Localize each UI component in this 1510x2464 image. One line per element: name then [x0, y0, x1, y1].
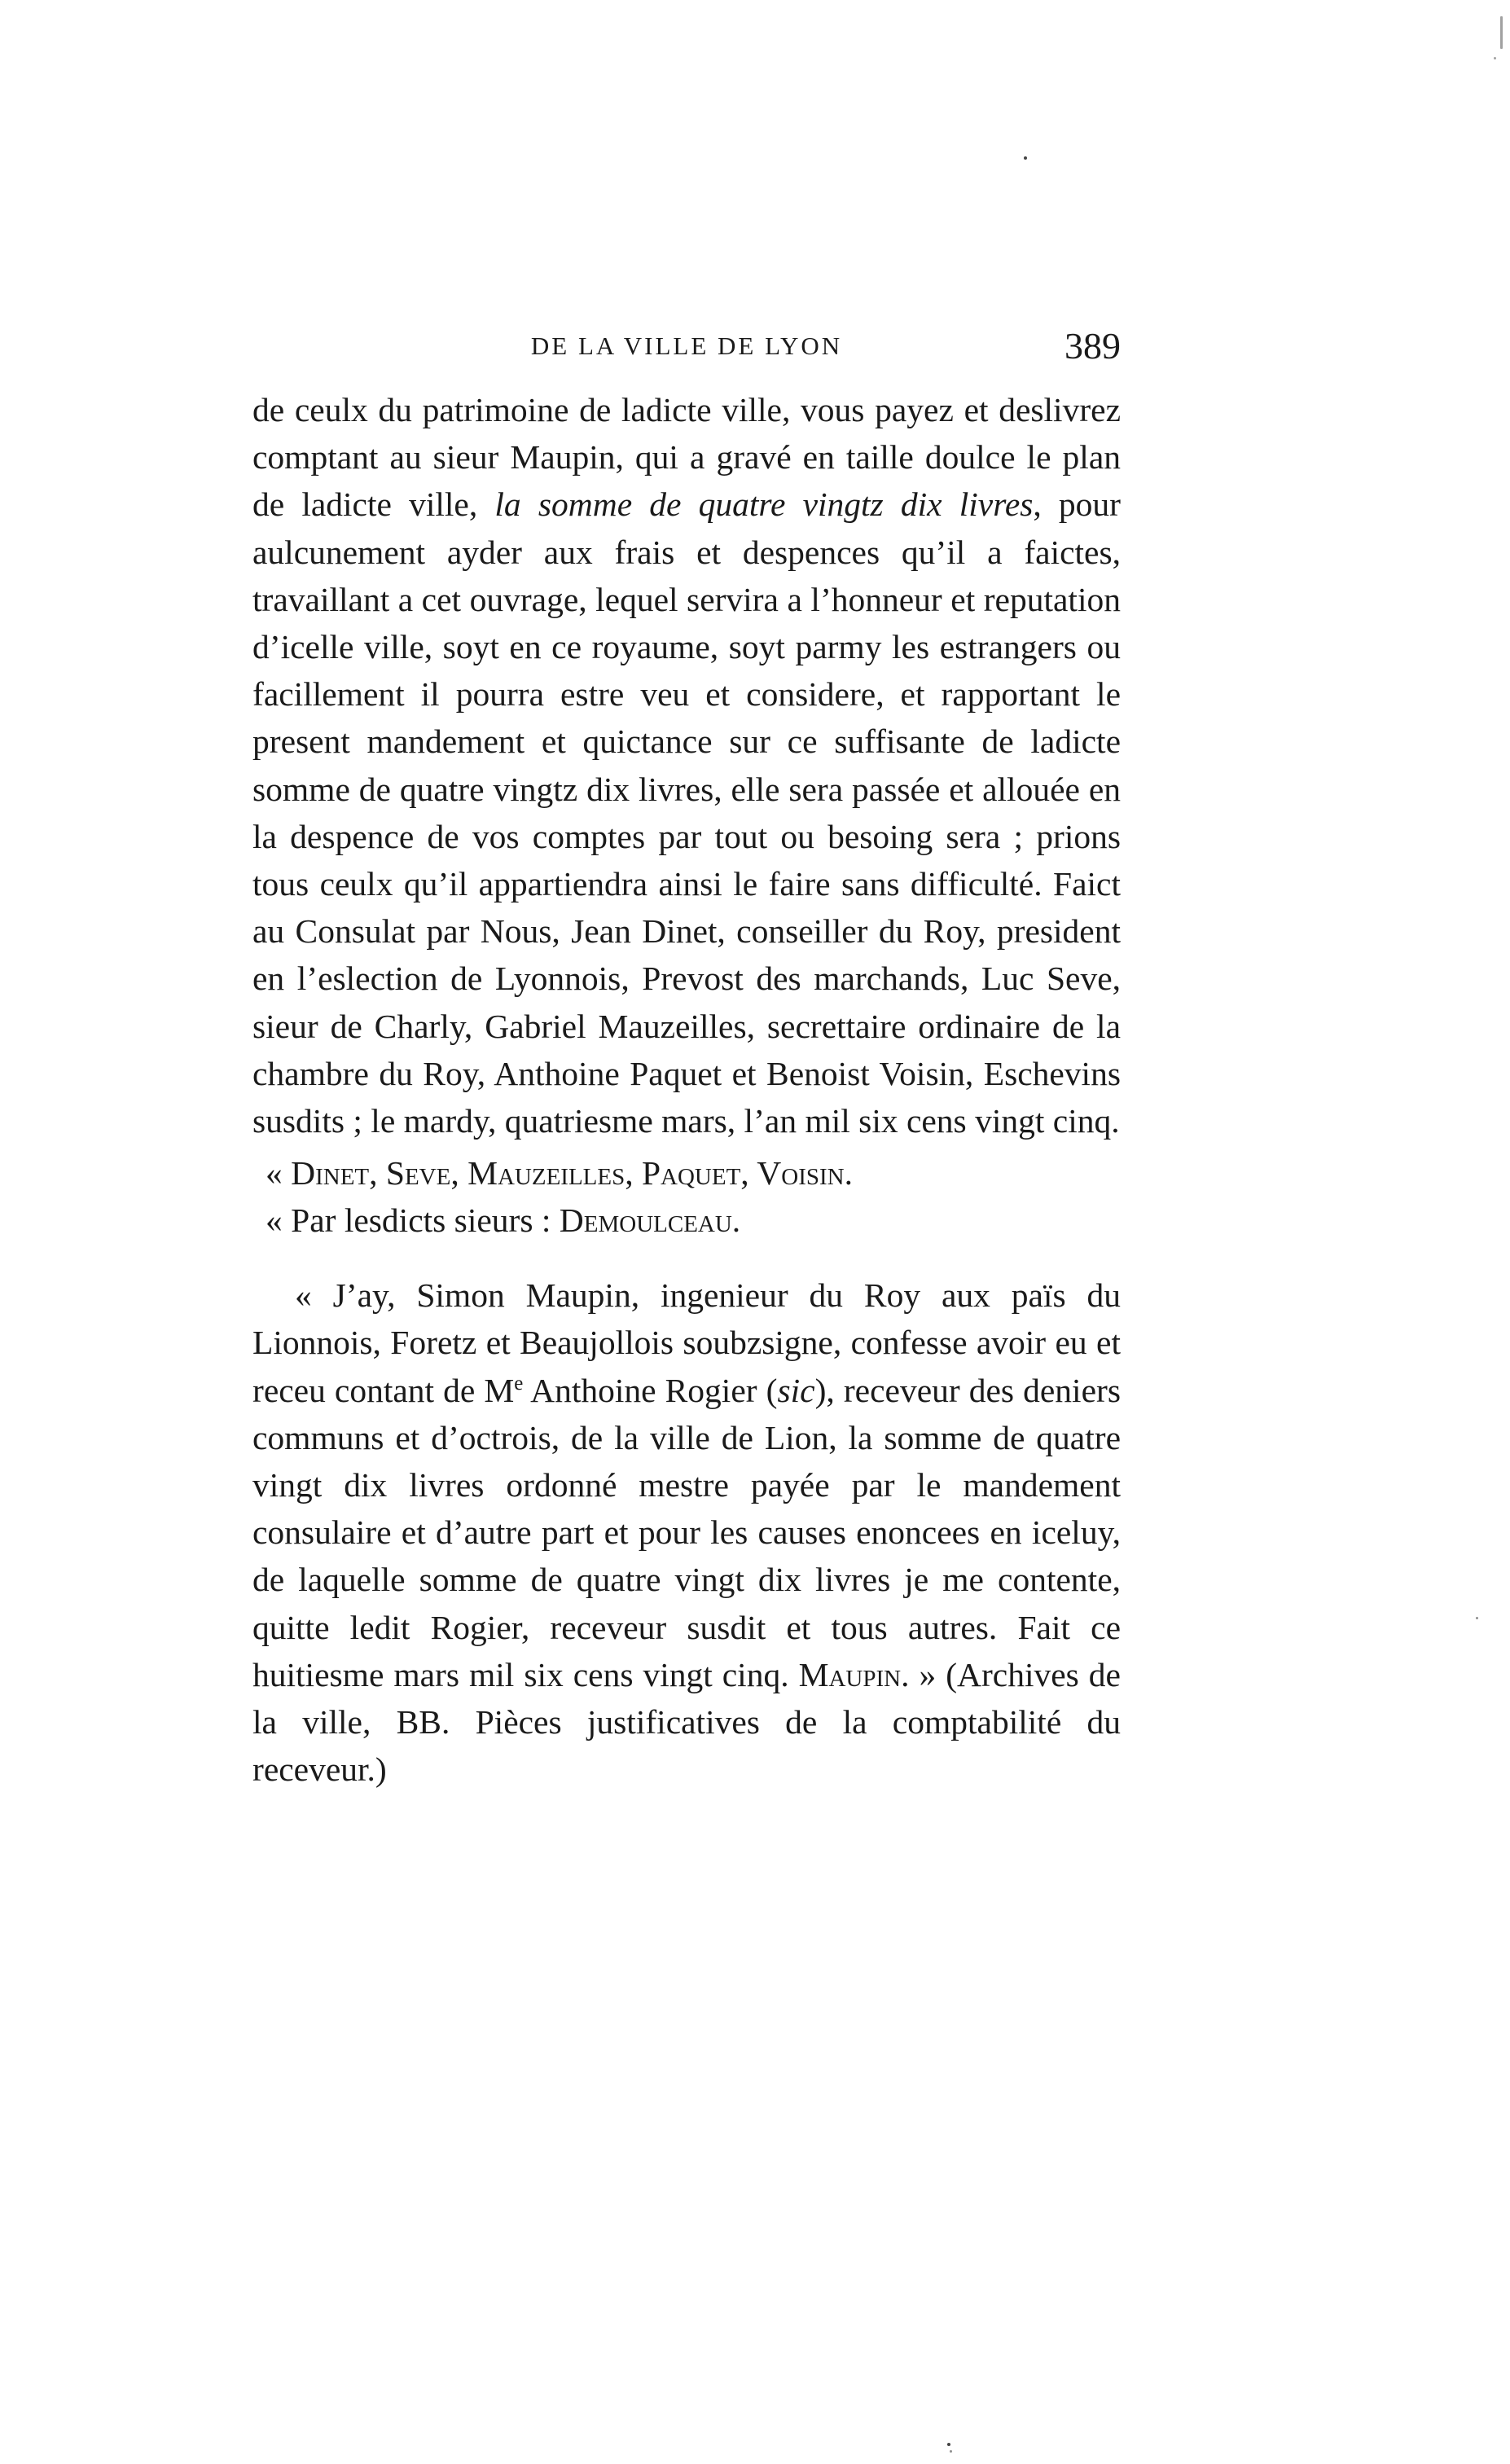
- body-text: [252, 386, 1121, 1793]
- signature-name: Demoulceau.: [559, 1201, 741, 1240]
- spacer: [252, 1244, 1121, 1272]
- scan-speck: [1494, 57, 1496, 59]
- running-head: [252, 322, 1121, 371]
- scan-speck: [950, 2450, 952, 2453]
- scan-speck: [1500, 16, 1503, 49]
- page-number: 389: [1064, 325, 1121, 367]
- signature-line-secretary: [252, 1197, 1121, 1244]
- signature-line-consuls: « Dinet, Seve, Mauzeilles, Paquet, Voisin.: [266, 1154, 853, 1192]
- scan-speck: [947, 2443, 950, 2446]
- paragraph-italic-text: la somme de quatre vingtz dix livres: [494, 485, 1034, 524]
- paragraph-text: Anthoine Rogier (: [523, 1371, 778, 1409]
- paragraph-quittance: [252, 1272, 1121, 1793]
- signature-name: Maupin.: [798, 1655, 910, 1693]
- scan-speck: [1476, 1617, 1478, 1619]
- scan-speck: [1024, 156, 1027, 160]
- running-title: DE LA VILLE DE LYON: [530, 332, 843, 360]
- paragraph-text: « J’ay, Simon Maupin, ingenieur du Roy aux païs du Lionnois, Foretz et Beaujollois soubzsigne, confesse avoir eu et receu contant de M: [252, 1276, 1121, 1409]
- paragraph-text: » (Archives de la ville, BB. Pièces justificatives de la comptabilité du receveur.): [252, 1655, 1121, 1789]
- paragraph-text: , pour aulcunement ayder aux frais et despences qu’il a faictes, travaillant a cet ouvrage, lequel servira a l’honneur et reputation d’icelle ville, soyt en ce royaume, soyt parmy les estrangers ou facillement il pourra estre veu et considere, et rapportant le present mandement et quictance sur ce suffisante de ladicte somme de quatre vingtz dix livres, elle sera passée et allouée en la despence de vos comptes par tout ou besoing sera ; prions tous ceulx qu’il appartiendra ainsi le faire sans difficulté. Faict au Consulat par Nous, Jean Dinet, conseiller du Roy, president en l’eslection de Lyonnois, Prevost des marchands, Luc Seve, sieur de Charly, Gabriel Mauzeilles, secrettaire ordinaire de la chambre du Roy, Anthoine Paquet et Benoist Voisin, Eschevins susdits ; le mardy, quatriesme mars, l’an mil six cens vingt cinq.: [252, 485, 1121, 1140]
- superscript-text: e: [514, 1372, 524, 1395]
- paragraph-italic-text: sic: [777, 1371, 815, 1409]
- paragraph-text: ), receveur des deniers communs et d’octrois, de la ville de Lion, la somme de quatre vingt dix livres ordonné mestre payée par le mandement consulaire et d’autre part et pour les causes enoncees en iceluy, de laquelle somme de quatre vingt dix livres je me contente, quitte ledit Rogier, receveur susdit et tous autres. Fait ce huitiesme mars mil six cens vingt cinq.: [252, 1371, 1121, 1693]
- signature-prefix: « Par lesdicts sieurs :: [266, 1201, 560, 1240]
- paragraph-mandement: [252, 386, 1121, 1144]
- paragraph-text: de ceulx du patrimoine de ladicte ville, vous payez et deslivrez comptant au sieur Maupin, qui a gravé en taille doulce le plan de ladicte ville,: [252, 391, 1121, 524]
